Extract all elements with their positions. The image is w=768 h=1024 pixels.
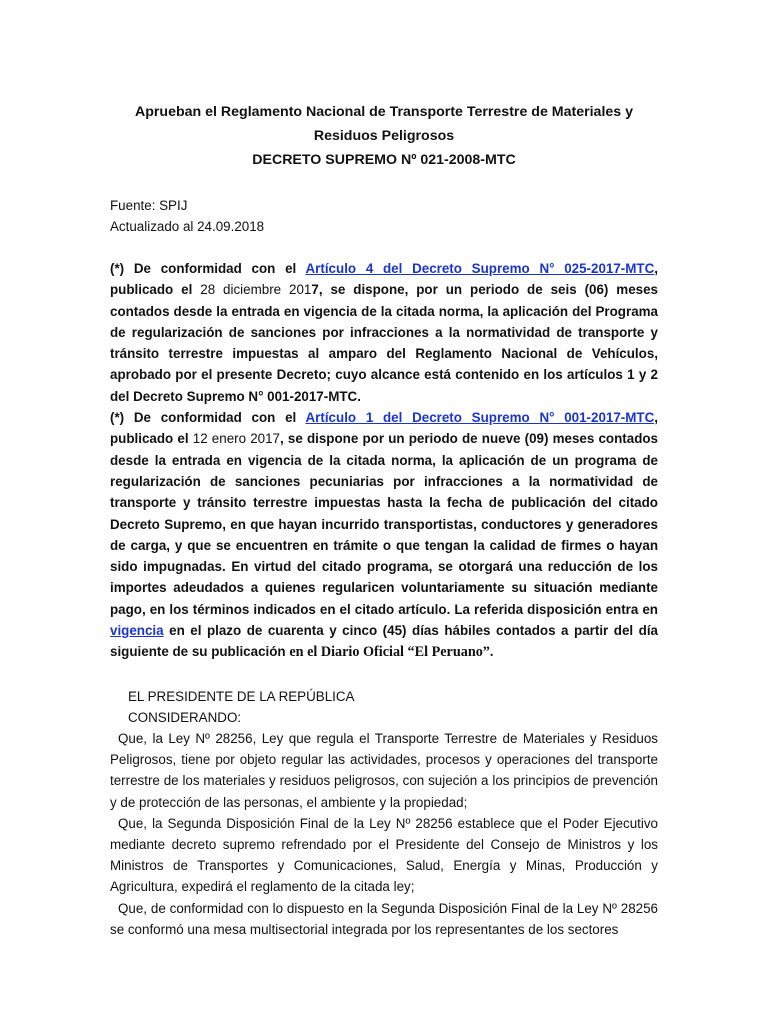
- note-2-link[interactable]: Artículo 1 del Decreto Supremo N° 001-2017-MTC: [305, 410, 655, 426]
- note-2-prefix: (*) De conformidad con el: [110, 410, 306, 426]
- document-meta: [110, 195, 658, 237]
- note-2-text-1: , se dispone por un periodo de nueve (09) meses contados desde la entrada en vigencia de la citada norma, la aplicación de un programa de regularización de sanciones pecuniarias por infracciones a la normatividad de transporte y tránsito terrestre impuestas hasta la fecha de publicación del citado Decreto Supremo, en que hayan incurrido transportistas, conductores y generadores de carga, y que se encuentren en trámite o que tengan la calidad de firmes o hayan sido impugnadas. En virtud del citado programa, se otorgará una reducción de los importes adeudados a quienes regularicen voluntariamente su situación mediante pago, en los términos indicados en el citado artículo. La referida disposición entra en: [110, 431, 659, 617]
- document-page: [110, 100, 658, 940]
- considerando-paragraph-2: Que, la Segunda Disposición Final de la Ley Nº 28256 establece que el Poder Ejecutivo mediante decreto supremo refrendado por el Presidente del Consejo de Ministros y los Ministros de Transportes y Comunicaciones, Salud, Energía y Minas, Producción y Agricultura, expedirá el reglamento de la citada ley;: [110, 815, 658, 895]
- president-heading: EL PRESIDENTE DE LA REPÚBLICA: [128, 688, 355, 704]
- updated-date: Actualizado al 24.09.2018: [110, 219, 265, 234]
- amendment-notes: [110, 258, 658, 664]
- note-2-date: 12 enero 2017: [188, 431, 281, 447]
- note-1-date-bold: 7: [311, 282, 319, 298]
- note-1-text: , se dispone, por un periodo de seis (06) meses contados desde la entrada en vigencia de la citada norma, la aplicación del Programa de regularización de sanciones por infracciones a la normatividad de transporte y tránsito terrestre impuestas al amparo del Reglamento Nacional de Vehículos, aprobado por el presente Decreto; cuyo alcance está contenido en los artículos 1 y 2 del Decreto Supremo N° 001-2017-MTC.: [110, 282, 658, 404]
- note-1-date: 28 diciembre 201: [192, 282, 312, 298]
- considerando-heading: CONSIDERANDO:: [128, 709, 242, 725]
- note-2-after-link: , publicado el: [110, 410, 658, 447]
- vigencia-link[interactable]: vigencia: [110, 623, 164, 639]
- note-2-text-2: en el plazo de cuarenta y cinco (45) días hábiles contados a partir del día siguiente de su publicación: [110, 623, 658, 660]
- note-1-prefix: (*) De conformidad con el: [110, 261, 306, 276]
- note-1: [110, 258, 658, 407]
- note-1-after-link: , publicado el: [110, 261, 658, 298]
- considerando-paragraph-3: Que, de conformidad con lo dispuesto en la Segunda Disposición Final de la Ley Nº 28256 se conformó una mesa multisectorial integrada por los representantes de los sectores: [110, 900, 658, 937]
- title-line-1: Aprueban el Reglamento Nacional de Transporte Terrestre de Materiales y: [134, 104, 634, 120]
- note-2: [110, 407, 658, 664]
- decree-number: DECRETO SUPREMO Nº 021-2008-MTC: [252, 152, 516, 168]
- decree-body: [110, 686, 658, 940]
- source-label: Fuente: SPIJ: [110, 198, 188, 213]
- document-title: [110, 100, 658, 172]
- note-2-text-3: en el Diario Oficial “El Peruano”.: [289, 644, 494, 661]
- title-line-2: Residuos Peligrosos: [313, 128, 455, 144]
- considerando-paragraph-1: Que, la Ley Nº 28256, Ley que regula el Transporte Terrestre de Materiales y Residuos Peligrosos, tiene por objeto regular las actividades, procesos y operaciones del transporte terrestre de los materiales y residuos peligrosos, con sujeción a los principios de prevención y de protección de las personas, el ambiente y la propiedad;: [110, 731, 658, 810]
- note-1-link[interactable]: Artículo 4 del Decreto Supremo N° 025-2017-MTC: [305, 261, 655, 276]
